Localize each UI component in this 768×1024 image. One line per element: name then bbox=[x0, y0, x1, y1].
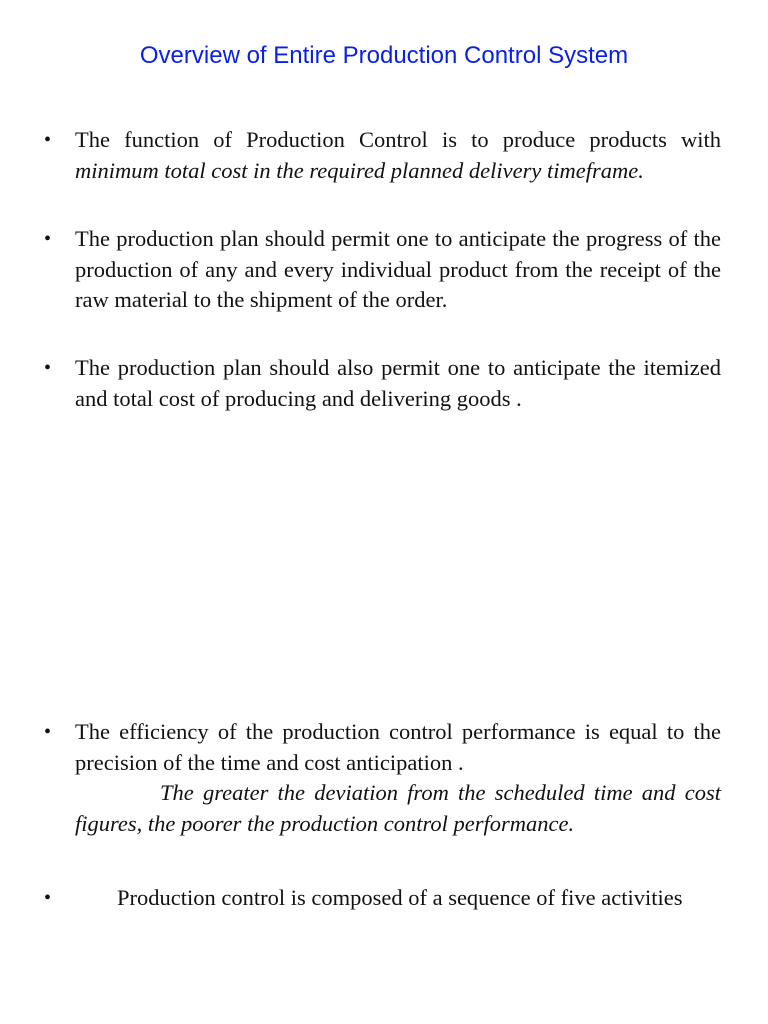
bullet-dot: • bbox=[44, 721, 52, 743]
bullet-dot: • bbox=[44, 357, 52, 379]
bullet-item-1 bbox=[44, 125, 721, 186]
bullet-lead-text: The function of Production Control is to produce products with bbox=[75, 127, 721, 152]
bullet-dot: • bbox=[44, 228, 52, 250]
bullet-text: The production plan should also permit one to anticipate the itemized and total cost of producing and delivering goods . bbox=[75, 355, 721, 411]
bullet-item-4 bbox=[44, 717, 721, 840]
bullet-text bbox=[75, 717, 721, 840]
bullet-lead-text: The efficiency of the production control performance is equal to the precision of the time and cost anticipation . bbox=[75, 719, 721, 775]
bullet-emphasis-text: minimum total cost in the required planned delivery timeframe. bbox=[75, 157, 644, 183]
bullet-text bbox=[75, 883, 721, 914]
bullet-dot: • bbox=[44, 887, 52, 909]
bullet-item-3 bbox=[44, 353, 721, 414]
bullet-item-5 bbox=[44, 883, 721, 914]
bullet-text bbox=[75, 125, 721, 186]
bullet-body-text: Production control is composed of a sequence of five activities bbox=[117, 885, 683, 910]
bullet-text: The production plan should permit one to anticipate the progress of the production of any and every individual product from the receipt of the raw material to the shipment of the order. bbox=[75, 226, 721, 313]
bullet-item-2 bbox=[44, 224, 721, 316]
page-title: Overview of Entire Production Control System bbox=[139, 42, 629, 69]
bullet-emphasis-text: The greater the deviation from the scheduled time and cost figures, the poorer the production control performance. bbox=[75, 780, 721, 837]
bullet-dot: • bbox=[44, 129, 52, 151]
